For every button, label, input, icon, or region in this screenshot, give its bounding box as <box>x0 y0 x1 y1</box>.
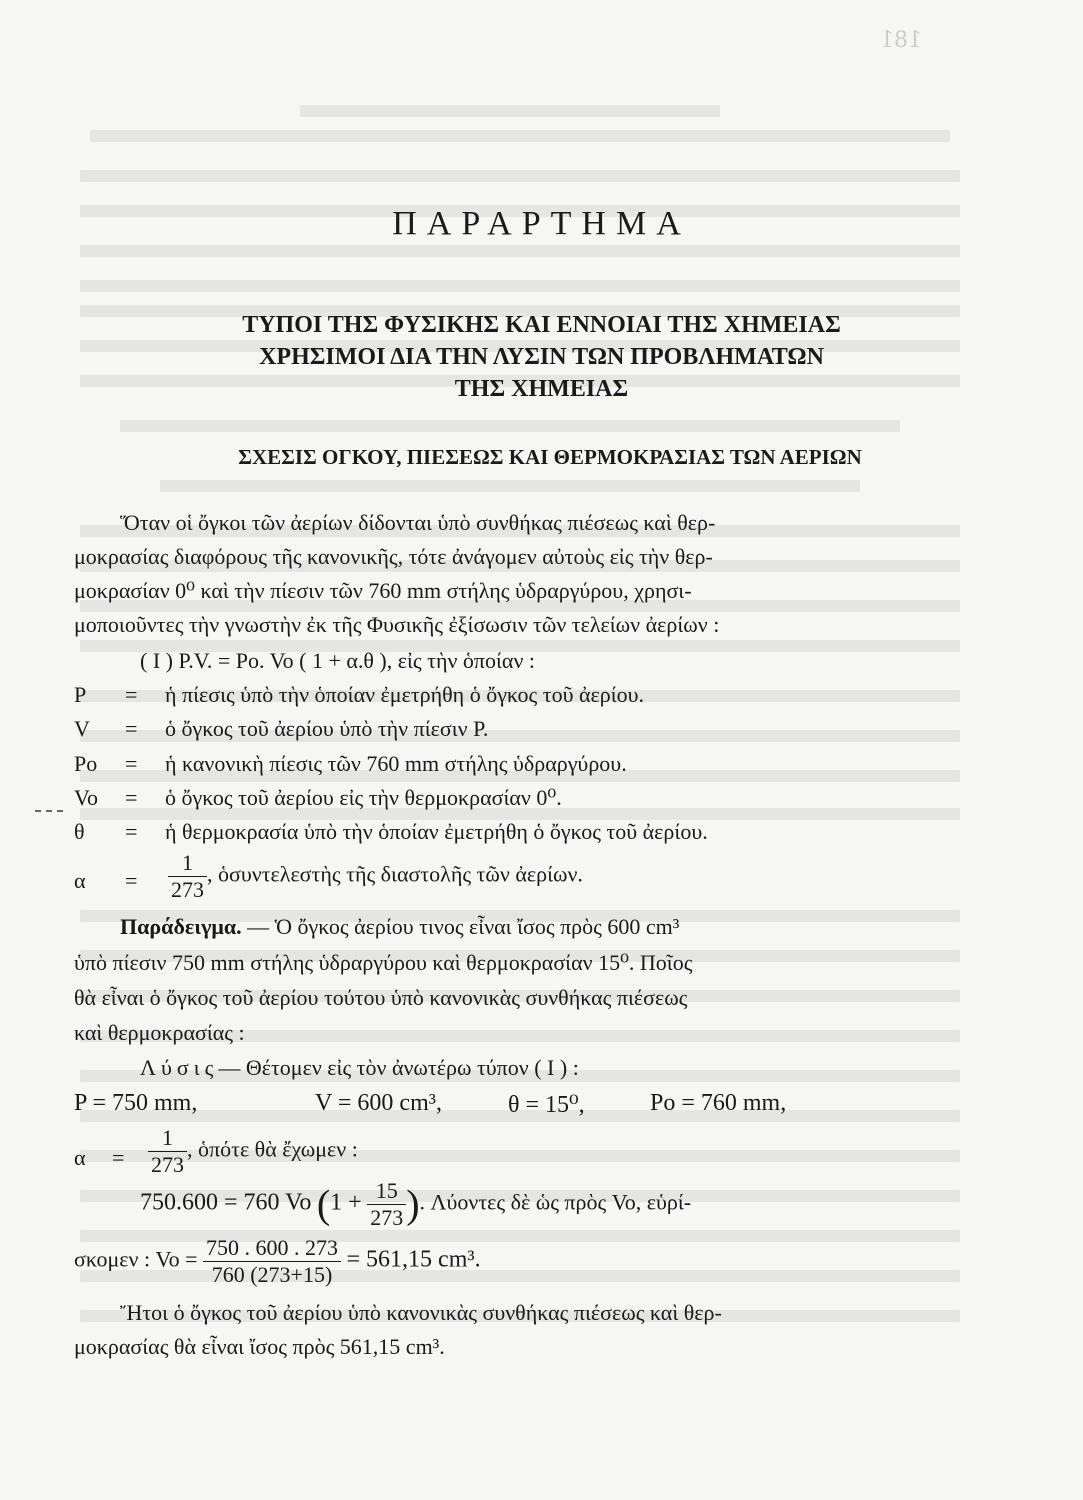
gas-equation: ( I ) P.V. = Po. Vo ( 1 + α.θ ), εἰς τὴν ὁποίαν : <box>140 648 536 673</box>
result-denominator: 760 (273+15) <box>211 1262 333 1287</box>
page-number: 181 <box>880 28 922 53</box>
intro-line-4: μοποιοῦντες τὴν γνωστὴν ἐκ τῆς Φυσικῆς ἐξίσωσιν τῶν τελείων ἀερίων : <box>74 612 720 637</box>
def-symbol-theta: θ <box>74 819 85 844</box>
alpha-value-line <box>148 1125 358 1178</box>
def-text-vo: ὁ ὄγκος τοῦ ἀερίου εἰς τὴν θερμοκρασίαν 0⁰. <box>165 785 562 810</box>
equation-fraction <box>367 1178 406 1231</box>
def-symbol-alpha: α <box>74 868 86 893</box>
values-theta: θ = 15⁰, <box>508 1092 585 1118</box>
solution-text: — Θέτομεν εἰς τὸν ἀνωτέρω τύπον ( I ) : <box>218 1055 579 1080</box>
equation-line <box>140 1178 691 1231</box>
def-symbol-v: V <box>74 716 90 741</box>
def-symbol-po: Po <box>74 751 98 776</box>
alpha-value-fraction <box>148 1125 187 1178</box>
alpha-value-text: , ὁπότε θὰ ἔχωμεν : <box>187 1136 358 1162</box>
def-eq-po: = <box>125 751 138 776</box>
margin-mark <box>35 810 63 812</box>
values-p: P = 750 mm, <box>74 1090 198 1116</box>
intro-line-2: μοκρασίας διαφόρους τῆς κανονικῆς, τότε ἀνάγομεν αὐτοὺς εἰς τὴν θερ- <box>74 544 713 569</box>
example-label: Παράδειγμα. <box>120 914 242 939</box>
solution-label: Λύσις <box>140 1055 219 1080</box>
alpha-numerator: 1 <box>168 850 207 877</box>
equation-inner: 1 + <box>330 1189 362 1216</box>
def-symbol-vo: Vo <box>74 785 99 810</box>
intro-line-1: Ὅταν οἱ ὄγκοι τῶν ἀερίων δίδονται ὑπὸ συνθήκας πιέσεως καὶ θερ- <box>120 510 716 535</box>
equation-text: . Λύοντες δὲ ὡς πρὸς Vo, εὑρί- <box>419 1189 692 1215</box>
result-suffix: = 561,15 cm³. <box>346 1246 481 1273</box>
heading-line-1: ΤΥΠΟΙ ΤΗΣ ΦΥΣΙΚΗΣ ΚΑΙ ΕΝΝΟΙΑΙ ΤΗΣ ΧΗΜΕΙΑΣ <box>242 312 841 338</box>
solution-line <box>140 1055 579 1081</box>
def-eq-theta: = <box>125 819 138 844</box>
result-fraction <box>203 1235 341 1288</box>
example-text-1: — Ὁ ὄγκος ἀερίου τινος εἶναι ἴσος πρὸς 600 cm³ <box>241 914 680 939</box>
paren-close: ) <box>406 1181 420 1227</box>
def-eq-p: = <box>125 682 138 707</box>
alpha-value-denominator: 273 <box>151 1152 184 1177</box>
def-symbol-p: P <box>74 682 87 707</box>
result-line <box>74 1235 481 1288</box>
equation-left: 750.600 = 760 Vo <box>140 1189 312 1216</box>
def-eq-vo: = <box>125 785 138 810</box>
section-title: ΣΧΕΣΙΣ ΟΓΚΟΥ, ΠΙΕΣΕΩΣ ΚΑΙ ΘΕΡΜΟΚΡΑΣΙΑΣ ΤΩΝ ΑΕΡΙΩΝ <box>238 445 862 469</box>
heading-line-3: ΤΗΣ ΧΗΜΕΙΑΣ <box>454 376 629 402</box>
conclusion-line-2: μοκρασίας θὰ εἶναι ἴσος πρὸς 561,15 cm³. <box>74 1334 445 1359</box>
example-line-4: καὶ θερμοκρασίας : <box>74 1020 245 1045</box>
equation-numerator: 15 <box>367 1178 406 1205</box>
intro-line-3: μοκρασίαν 0⁰ καὶ τὴν πίεσιν τῶν 760 mm στήλης ὑδραργύρου, χρησι- <box>74 578 692 603</box>
equation-denominator: 273 <box>370 1205 404 1230</box>
alpha-value-eq: = <box>112 1145 125 1170</box>
heading-line-2: ΧΡΗΣΙΜΟΙ ΔΙΑ ΤΗΝ ΛΥΣΙΝ ΤΩΝ ΠΡΟΒΛΗΜΑΤΩΝ <box>259 344 824 370</box>
example-line-1 <box>120 914 679 940</box>
alpha-value-numerator: 1 <box>148 1125 187 1152</box>
result-prefix: σκομεν : Vo = <box>74 1246 198 1272</box>
def-text-p: ἡ πίεσις ὑπὸ τὴν ὁποίαν ἐμετρήθη ὁ ὄγκος τοῦ ἀερίου. <box>165 682 645 707</box>
def-eq-v: = <box>125 716 138 741</box>
values-v: V = 600 cm³, <box>315 1090 442 1116</box>
alpha-denominator: 273 <box>171 877 204 902</box>
alpha-fraction <box>168 850 207 903</box>
def-text-theta: ἡ θερμοκρασία ὑπὸ τὴν ὁποίαν ἐμετρήθη ὁ ὄγκος τοῦ ἀερίου. <box>165 819 708 844</box>
conclusion-line-1: Ἤτοι ὁ ὄγκος τοῦ ἀερίου ὑπὸ κανονικὰς συνθήκας πιέσεως καὶ θερ- <box>120 1300 722 1325</box>
example-line-2: ὑπὸ πίεσιν 750 mm στήλης ὑδραργύρου καὶ θερμοκρασίαν 15⁰. Ποῖος <box>74 950 693 975</box>
alpha-value-symbol: α <box>74 1145 86 1170</box>
appendix-title: ΠΑΡΑΡΤΗΜΑ <box>392 205 691 242</box>
alpha-description: , ὁσυντελεστὴς τῆς διαστολῆς τῶν ἀερίων. <box>207 861 583 887</box>
result-numerator: 750 . 600 . 273 <box>203 1235 341 1262</box>
def-eq-alpha: = <box>125 868 138 893</box>
alpha-fraction-line <box>168 850 583 903</box>
def-text-v: ὁ ὄγκος τοῦ ἀερίου ὑπὸ τὴν πίεσιν P. <box>165 716 489 741</box>
paren-open: ( <box>316 1181 331 1227</box>
example-line-3: θὰ εἶναι ὁ ὄγκος τοῦ ἀερίου τούτου ὑπὸ κανονικὰς συνθήκας πιέσεως <box>74 985 688 1010</box>
values-po: Po = 760 mm, <box>650 1090 787 1116</box>
def-text-po: ἡ κανονικὴ πίεσις τῶν 760 mm στήλης ὑδραργύρου. <box>165 751 627 776</box>
